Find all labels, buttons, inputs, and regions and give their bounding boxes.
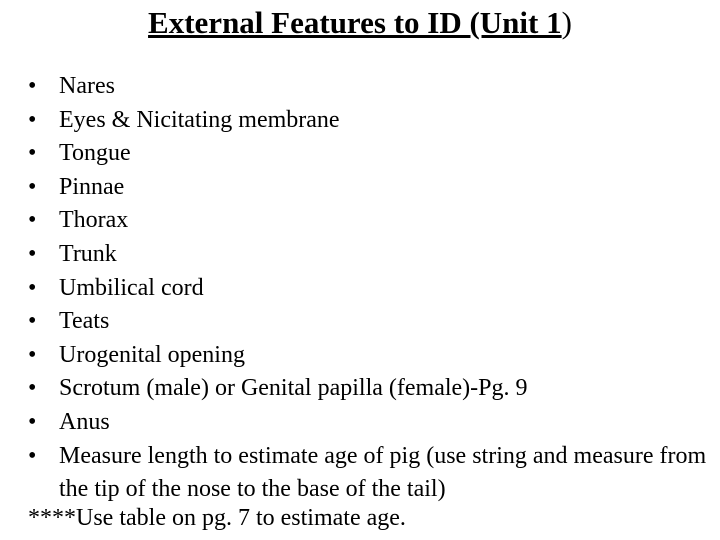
bullet-icon: • — [28, 274, 37, 301]
bullet-icon: • — [28, 442, 37, 469]
bullet-icon: • — [28, 240, 37, 267]
list-item — [28, 70, 708, 104]
list-item-text: Nares — [59, 73, 115, 99]
slide-title-main: External Features to ID (Unit 1 — [148, 5, 562, 40]
bullet-icon: • — [28, 308, 37, 335]
list-item — [28, 137, 708, 171]
bullet-icon: • — [28, 106, 37, 133]
bullet-icon: • — [28, 73, 37, 99]
bullet-icon: • — [28, 341, 37, 368]
bullet-icon: • — [28, 375, 37, 402]
bullet-icon: • — [28, 140, 37, 167]
list-item-text: Eyes & Nicitating membrane — [59, 106, 340, 133]
list-item-text: Anus — [59, 408, 110, 435]
list-item-text: Thorax — [59, 207, 129, 234]
list-item — [28, 440, 708, 507]
slide-title-tail: ) — [561, 5, 572, 40]
list-item-text: Trunk — [59, 240, 117, 267]
list-item — [28, 104, 708, 138]
list-item — [28, 372, 708, 406]
slide-title — [0, 3, 720, 43]
list-item-text: Scrotum (male) or Genital papilla (female)-Pg. 9 — [59, 375, 528, 402]
list-item-text: Measure length to estimate age of pig (use string and measure from the tip of the nose to the base of the tail) — [59, 442, 707, 503]
list-item-text: Tongue — [59, 140, 131, 167]
age-table-note: ****Use table on pg. 7 to estimate age. — [28, 505, 406, 531]
bullet-icon: • — [28, 408, 37, 435]
list-item — [28, 406, 708, 440]
list-item-text: Teats — [59, 308, 110, 335]
bullet-icon: • — [28, 207, 37, 234]
list-item-text: Pinnae — [59, 173, 125, 200]
list-item — [28, 238, 708, 272]
list-item — [28, 339, 708, 373]
feature-list — [28, 70, 708, 507]
bullet-icon: • — [28, 173, 37, 200]
list-item-text: Urogenital opening — [59, 341, 245, 368]
list-item — [28, 171, 708, 205]
list-item — [28, 305, 708, 339]
list-item — [28, 272, 708, 306]
list-item — [28, 204, 708, 238]
list-item-text: Umbilical cord — [59, 274, 204, 301]
